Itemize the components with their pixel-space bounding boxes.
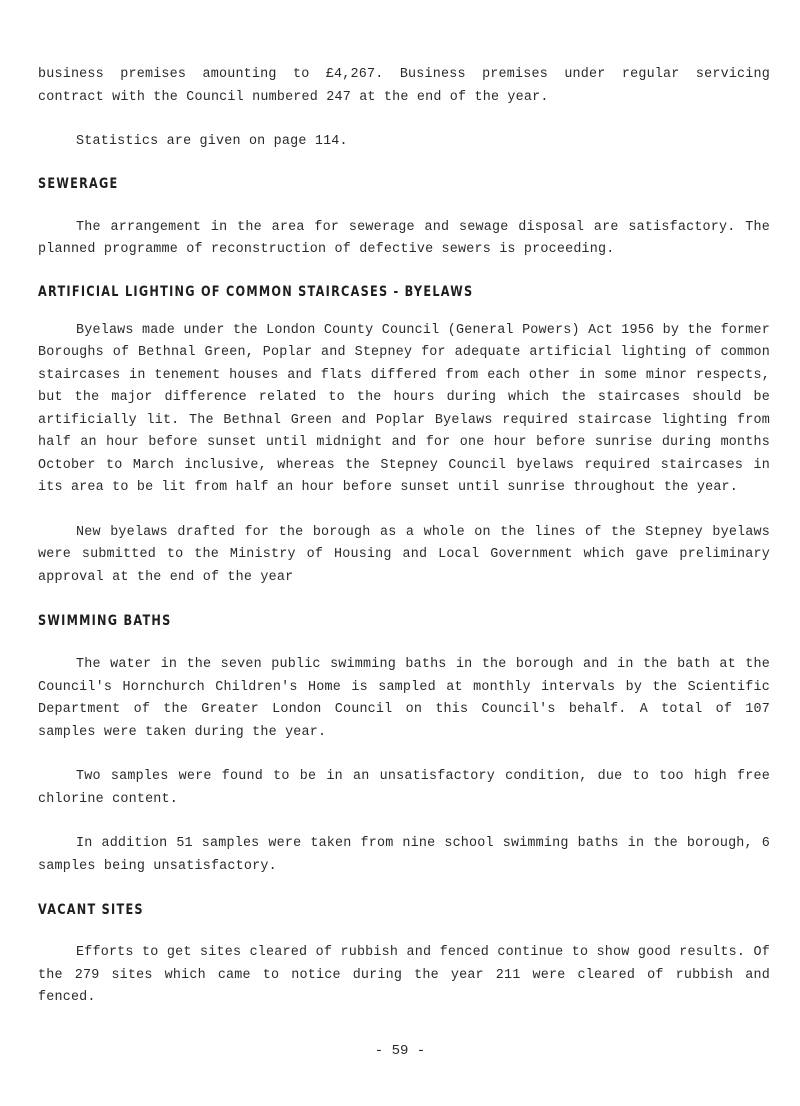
swimming-paragraph-2: Two samples were found to be in an unsatisfactory condition, due to too high free chlorine content. bbox=[38, 769, 770, 807]
sewerage-heading: SEWERAGE bbox=[38, 175, 119, 192]
statistics-reference: Statistics are given on page 114. bbox=[76, 134, 348, 149]
lighting-paragraph-2: New byelaws drafted for the borough as a whole on the lines of the Stepney byelaws were submitted to the Ministry of Housing and Local Government which gave preliminary approval at the end of the year bbox=[38, 524, 770, 585]
intro-paragraph: business premises amounting to £4,267. Business premises under regular servicing contract with the Council numbered 247 at the end of the year. bbox=[38, 67, 770, 105]
vacant-sites-heading: VACANT SITES bbox=[38, 902, 144, 918]
lighting-paragraph-1: Byelaws made under the London County Council (General Powers) Act 1956 by the former Boroughs of Bethnal Green, Poplar and Stepney for adequate artificial lighting of common staircases in tenement houses and flats differed from each other in some minor respects, but the major difference related to the hours during which the staircases should be artificially lit. The Bethnal Green and Poplar Byelaws required staircase lighting from half an hour before sunset until midnight and for one hour before sunrise during months October to March inclusive, whereas the Stepney Council byelaws required staircases in its area to be lit from half an hour before sunset until sunrise throughout the year. bbox=[38, 322, 770, 495]
swimming-paragraph-3: In addition 51 samples were taken from nine school swimming baths in the borough, 6 samples being unsatisfactory. bbox=[38, 836, 770, 874]
vacant-sites-paragraph: Efforts to get sites cleared of rubbish and fenced continue to show good results. Of the 279 sites which came to notice during the year 211 were cleared of rubbish and fenced. bbox=[38, 945, 770, 1005]
sewerage-paragraph: The arrangement in the area for sewerage and sewage disposal are satisfactory. The planned programme of reconstruction of defective sewers is proceeding. bbox=[38, 219, 770, 257]
swimming-paragraph-1: The water in the seven public swimming baths in the borough and in the bath at the Council's Hornchurch Children's Home is sampled at monthly intervals by the Scientific Department of the Greater London Council on this Council's behalf. A total of 107 samples were taken during the year. bbox=[38, 657, 770, 740]
lighting-heading: ARTIFICIAL LIGHTING OF COMMON STAIRCASES - BYELAWS bbox=[38, 283, 474, 300]
swimming-heading: SWIMMING BATHS bbox=[38, 613, 172, 629]
document-page bbox=[38, 64, 770, 1010]
page-number: - 59 - bbox=[374, 1043, 426, 1059]
